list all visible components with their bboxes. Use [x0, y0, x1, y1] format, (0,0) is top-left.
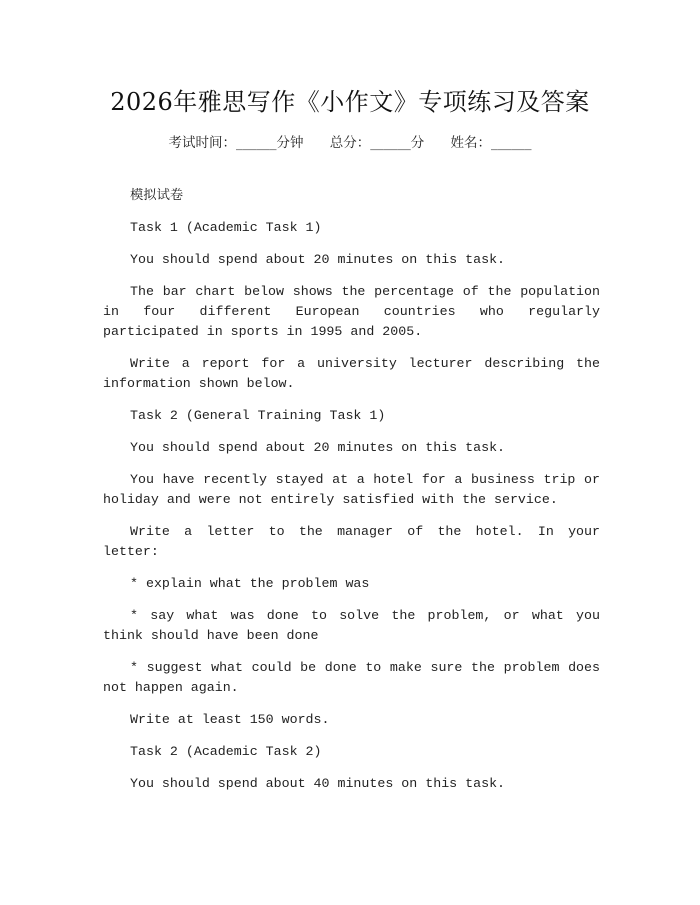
task-instruction: Write a letter to the manager of the hotel. In your letter:	[103, 524, 600, 559]
bullet-item: * explain what the problem was	[130, 576, 370, 591]
bullet-item: * suggest what could be done to make sure the problem does not happen again.	[103, 660, 600, 695]
task-prompt: The bar chart below shows the percentage of the population in four different European countries who regularly participated in sports in 1995 and 2005.	[103, 284, 600, 339]
task-instruction: Write a report for a university lecturer describing the information shown below.	[103, 356, 600, 391]
bullet-item: * say what was done to solve the problem, or what you think should have been done	[103, 608, 600, 643]
exam-time-field: 考试时间：______分钟	[168, 135, 304, 151]
task-heading: Task 1 (Academic Task 1)	[130, 220, 322, 235]
task-heading: Task 2 (Academic Task 2)	[130, 744, 322, 759]
time-instruction: You should spend about 20 minutes on this task.	[130, 440, 506, 455]
total-score-field: 总分：______分	[329, 135, 425, 151]
section-heading: 模拟试卷	[130, 188, 184, 203]
task-heading: Task 2 (General Training Task 1)	[130, 408, 386, 423]
document-body	[103, 186, 600, 806]
time-instruction: You should spend about 20 minutes on this task.	[130, 252, 506, 267]
page-title: 2026年雅思写作《小作文》专项练习及答案	[110, 88, 590, 116]
name-field: 姓名：______	[450, 135, 532, 151]
task-prompt: You have recently stayed at a hotel for a business trip or holiday and were not entirely satisfied with the service.	[103, 472, 600, 507]
word-count-instruction: Write at least 150 words.	[130, 712, 330, 727]
time-instruction: You should spend about 40 minutes on this task.	[130, 776, 506, 791]
exam-meta-line	[0, 131, 700, 151]
